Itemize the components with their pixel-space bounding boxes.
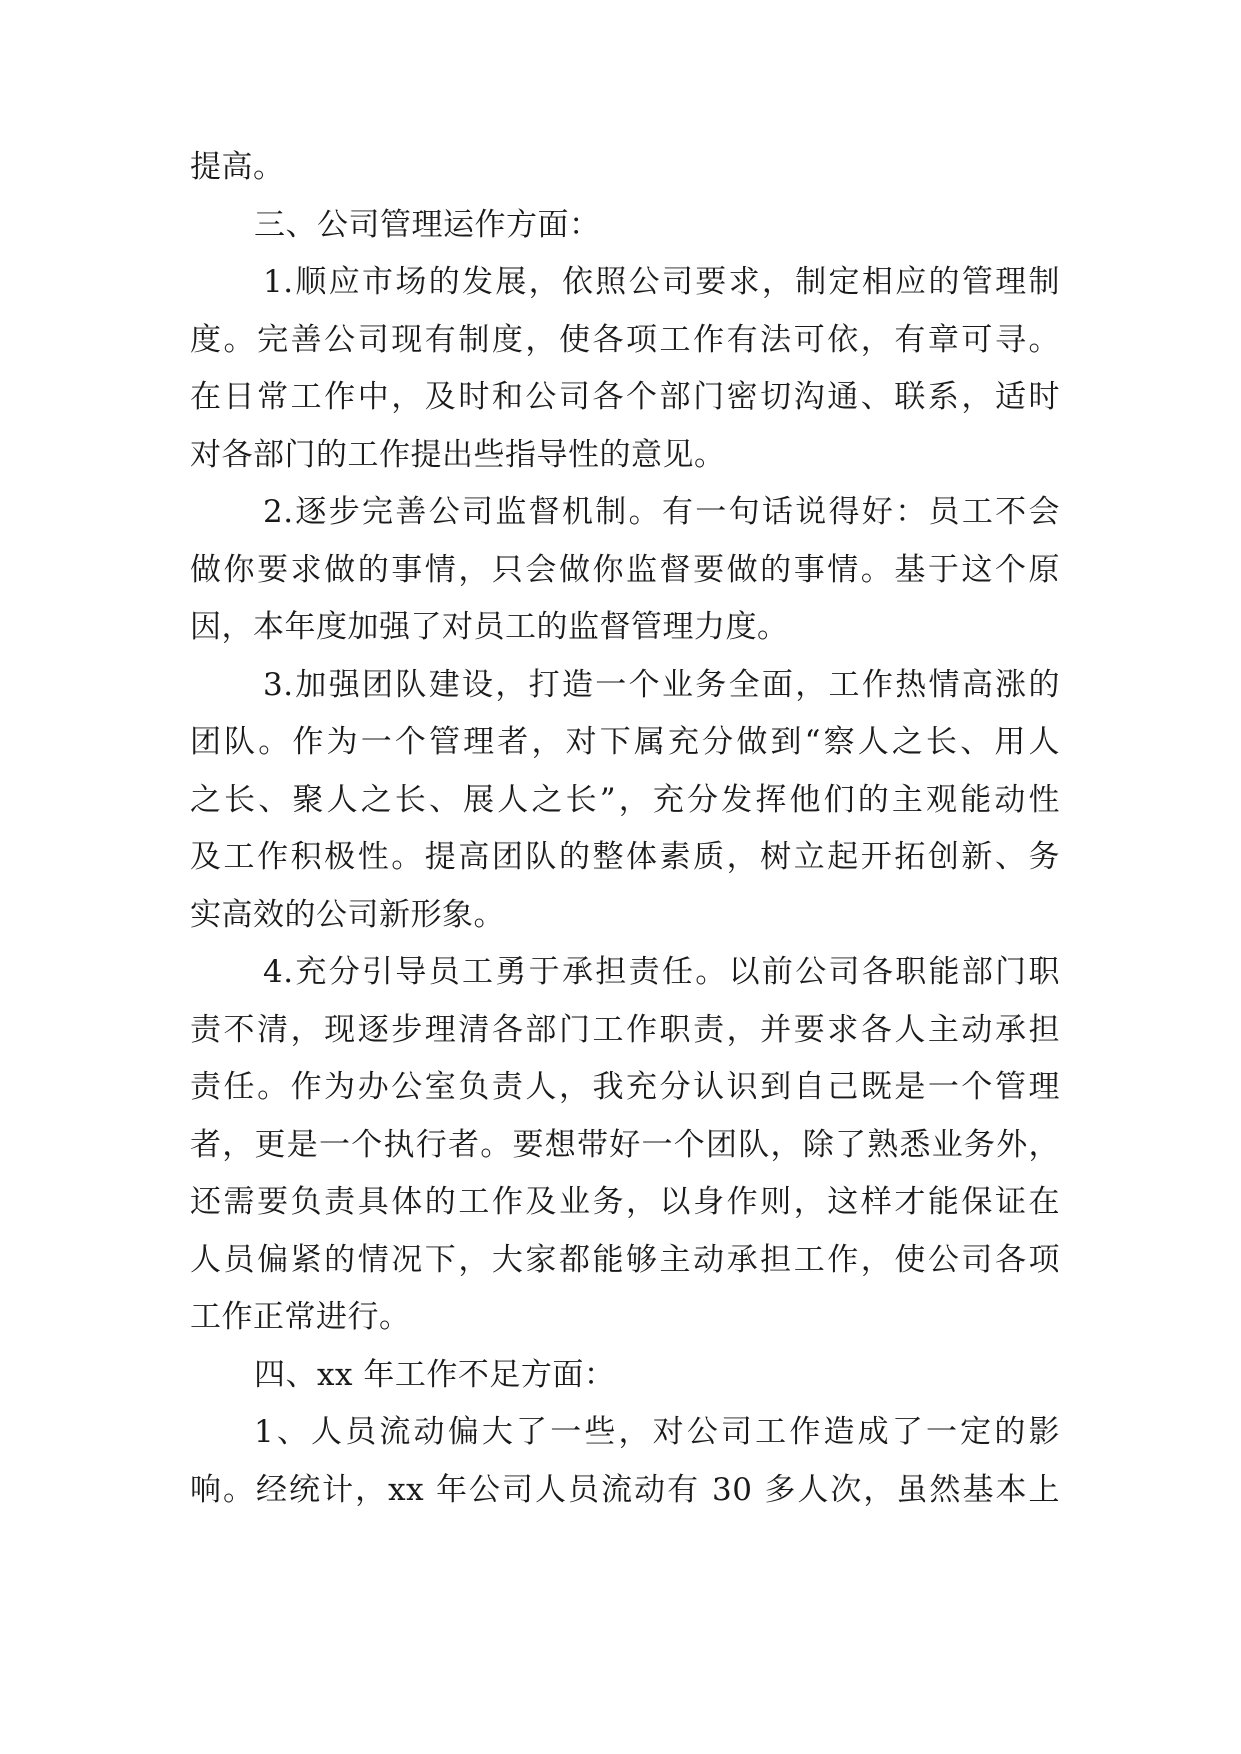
text-line-12: 之长、聚人之长、展人之长”，充分发挥他们的主观能动性 [190,782,1060,818]
text-line-1: 提高。 [190,149,285,185]
text-line-15: 4.充分引导员工勇于承担责任。以前公司各职能部门职 [263,954,1060,990]
text-line-6: 对各部门的工作提出些指导性的意见。 [190,437,726,473]
text-line-13: 及工作积极性。提高团队的整体素质，树立起开拓创新、务 [190,839,1060,875]
text-line-18: 者，更是一个执行者。要想带好一个团队，除了熟悉业务外， [190,1127,1060,1163]
text-line-5: 在日常工作中，及时和公司各个部门密切沟通、联系，适时 [190,379,1060,415]
text-line-19: 还需要负责具体的工作及业务，以身作则，这样才能保证在 [190,1184,1060,1220]
text-line-4: 度。完善公司现有制度，使各项工作有法可依，有章可寻。 [190,322,1060,358]
text-line-7: 2.逐步完善公司监督机制。有一句话说得好：员工不会 [263,494,1060,530]
text-line-21: 工作正常进行。 [190,1299,411,1335]
section-heading-3: 三、公司管理运作方面： [254,207,601,243]
text-line-16: 责不清，现逐步理清各部门工作职责，并要求各人主动承担 [190,1012,1060,1048]
text-line-17: 责任。作为办公室负责人，我充分认识到自己既是一个管理 [190,1069,1060,1105]
text-line-14: 实高效的公司新形象。 [190,897,505,933]
text-line-3: 1.顺应市场的发展，依照公司要求，制定相应的管理制 [263,264,1060,300]
text-line-10: 3.加强团队建设，打造一个业务全面，工作热情高涨的 [263,667,1060,703]
text-line-23: 1、人员流动偏大了一些，对公司工作造成了一定的影 [254,1414,1060,1450]
text-line-9: 因，本年度加强了对员工的监督管理力度。 [190,609,789,645]
text-line-11: 团队。作为一个管理者，对下属充分做到“察人之长、用人 [190,724,1060,760]
text-line-24: 响。经统计，xx 年公司人员流动有 30 多人次，虽然基本上 [190,1472,1060,1508]
text-line-8: 做你要求做的事情，只会做你监督要做的事情。基于这个原 [190,552,1060,588]
text-line-20: 人员偏紧的情况下，大家都能够主动承担工作，使公司各项 [190,1242,1060,1278]
section-heading-4: 四、xx 年工作不足方面： [254,1357,616,1393]
